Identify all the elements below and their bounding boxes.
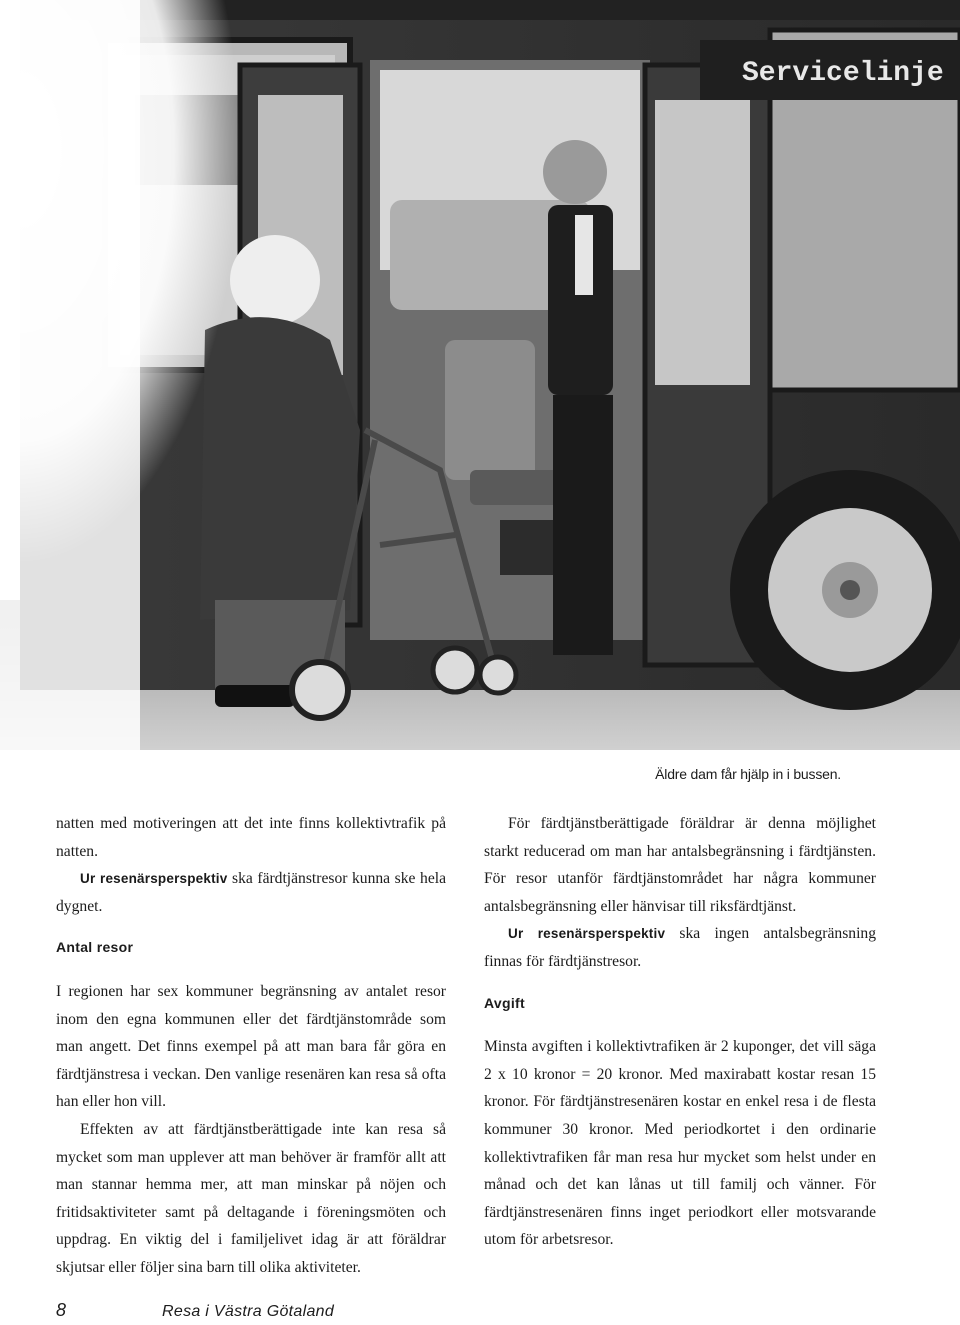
highlight-term: Ur resenärsperspektiv [80, 871, 228, 887]
paragraph: Effekten av att färdtjänstberättigade inte kan resa så mycket som man upplever att man behöver är framför allt att man stannar hemma mer, att man minskar på nöjen och fritidsaktiviteter samt på deltagande i föreningsmöten och uppdrag. En viktig del i familjelivet idag är att föräldrar skjutsar eller följer sina barn till olika aktiviteter. [56, 1120, 446, 1276]
page-footer [56, 1300, 334, 1321]
paragraph: För färdtjänstberättigade föräldrar är denna möjlighet starkt reducerad om man har antalsbegränsning i färdtjänsten. För resor utanför färdtjänstområdet har några kommuner antalsbegränsning eller hänvisar till riksfärdtjänst. [484, 815, 876, 915]
paragraph: Minsta avgiften i kollektivtrafiken är 2 kuponger, det vill säga 2 x 10 kronor = 20 kronor. Med maxirabatt kostar resan 15 kronor. För färdtjänstresenären kostar en enkel resa i de flesta kommuner 30 kronor. Med periodkortet i den ordinarie kollektivtrafiken får man resa hur mycket som helst under en månad och det kan lånas ut till familj och vänner. För färdtjänstresenären finns inget periodkort eller motsvarande utom för arbetsresor. [484, 1038, 876, 1249]
right-column [484, 810, 876, 1254]
bus-sign: Servicelinje [742, 58, 944, 89]
highlight-term: Ur resenärsperspektiv [508, 926, 666, 942]
photo-caption: Äldre dam får hjälp in i bussen. [655, 766, 841, 782]
page-number: 8 [56, 1300, 67, 1320]
paragraph-text: ska färdtjänstresor kunna ske hela dygnet. [56, 870, 446, 915]
paragraph [484, 920, 876, 975]
paragraph: natten med motiveringen att det inte finns kollektivtrafik på natten. [56, 815, 446, 860]
section-heading: Antal resor [56, 939, 134, 956]
left-column [56, 810, 446, 1282]
publication-title: Resa i Västra Götaland [162, 1303, 335, 1320]
section-heading: Avgift [484, 994, 525, 1011]
paragraph-text: ska ingen antalsbegränsning finnas för färdtjänstresor. [484, 925, 876, 970]
paragraph [56, 865, 446, 920]
paragraph: I regionen har sex kommuner begränsning av antalet resor inom den egna kommunen eller det färdtjänstområde som man angett. Det finns exempel på att man bara får göra en färdtjänstresa i veckan. Den vanlige resenären kan resa så ofta han eller hon vill. [56, 982, 446, 1111]
